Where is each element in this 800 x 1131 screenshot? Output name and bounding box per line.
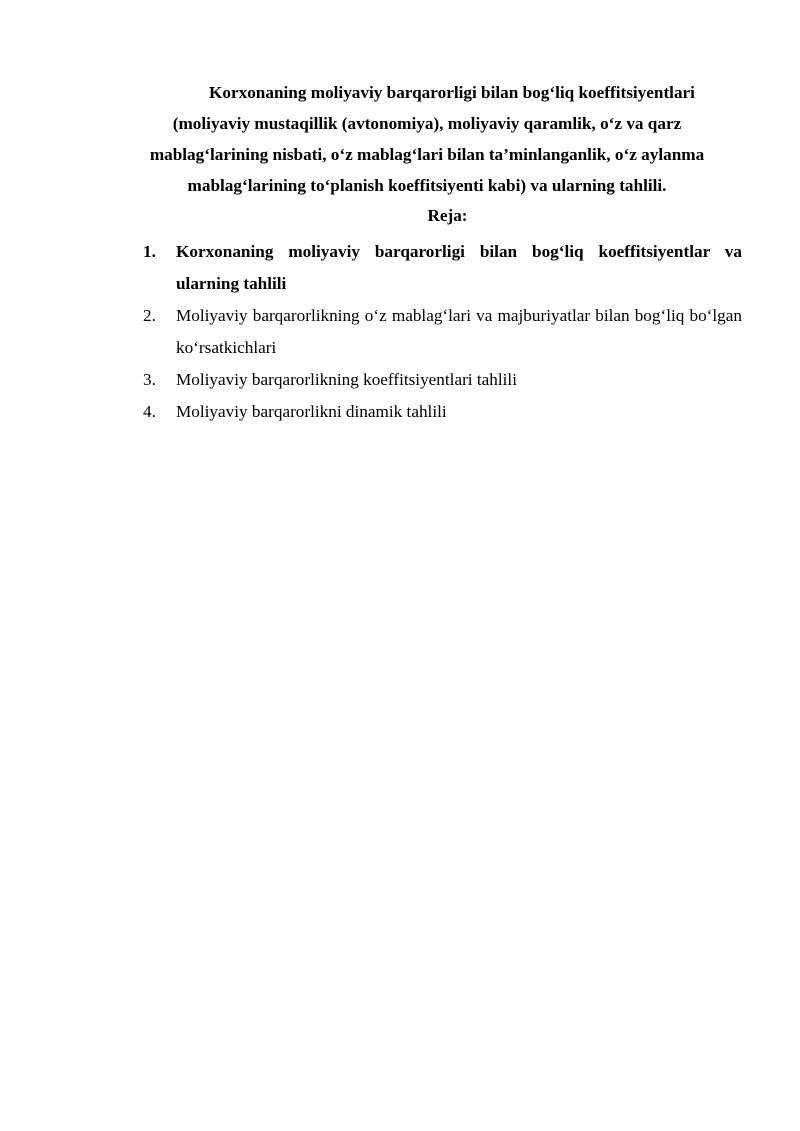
plan-item	[143, 300, 742, 364]
plan-item-text: Korxonaning moliyaviy barqarorligi bilan bog‘liq koeffitsiyentlar va ularning tahlili	[176, 242, 742, 293]
plan-item	[143, 396, 742, 428]
plan-item-number: 3.	[143, 370, 156, 389]
plan-item-text: Moliyaviy barqarorlikning koeffitsiyentlari tahlili	[176, 370, 517, 389]
title-line: Korxonaning moliyaviy barqarorligi bilan bog‘liq koeffitsiyentlari	[209, 83, 695, 102]
plan-item-number: 2.	[143, 306, 156, 325]
document-title	[112, 77, 742, 201]
plan-heading: Reja:	[427, 206, 468, 225]
plan-item	[143, 364, 742, 396]
plan-item-text: Moliyaviy barqarorlikning o‘z mablag‘lari va majburiyatlar bilan bog‘liq bo‘lgan ko‘rsatkichlari	[176, 306, 742, 357]
plan-list	[143, 236, 742, 428]
title-line: mablag‘larining nisbati, o‘z mablag‘lari bilan ta’minlanganlik, o‘z aylanma	[149, 145, 705, 164]
plan-item	[143, 236, 742, 300]
plan-item-number: 4.	[143, 402, 156, 421]
plan-item-number: 1.	[143, 242, 156, 261]
title-line: (moliyaviy mustaqillik (avtonomiya), moliyaviy qaramlik, o‘z va qarz	[172, 114, 682, 133]
plan-item-text: Moliyaviy barqarorlikni dinamik tahlili	[176, 402, 447, 421]
title-line: mablag‘larining to‘planish koeffitsiyenti kabi) va ularning tahlili.	[187, 176, 667, 195]
